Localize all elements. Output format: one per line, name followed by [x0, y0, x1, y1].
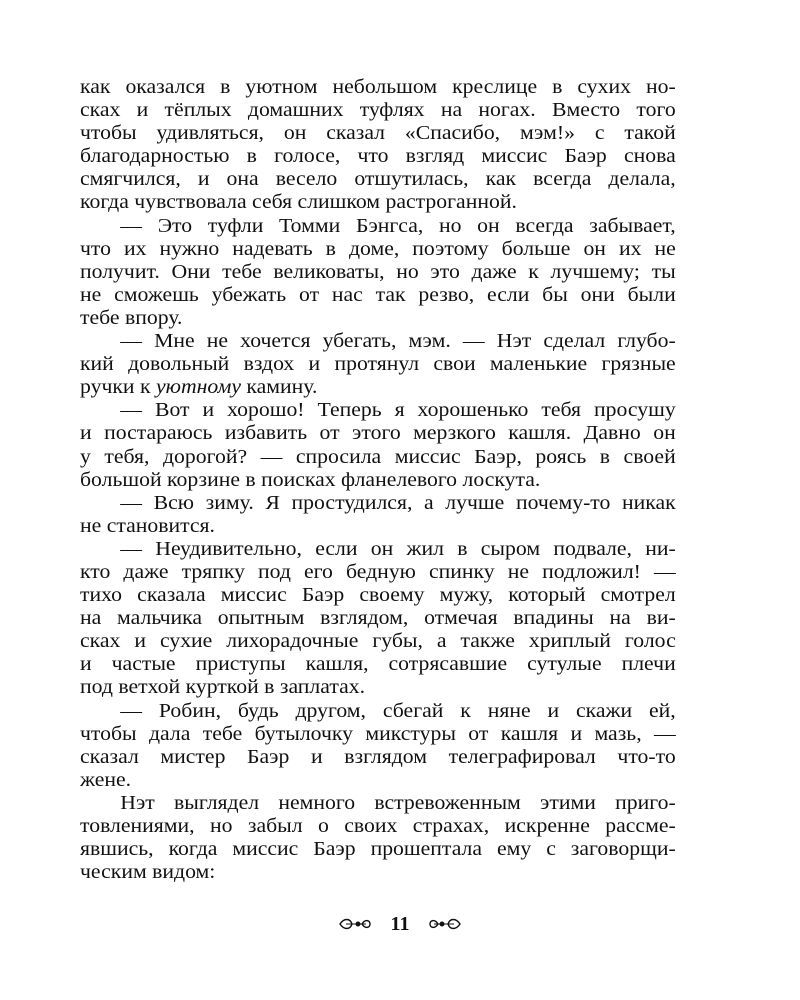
- text-line: и частые приступы кашля, сотрясавшие сутулые плечи: [80, 653, 676, 676]
- text-line: благодарностью в голосе, что взгляд миссис Баэр снова: [80, 145, 676, 168]
- text-line: сках и сухие лихорадочные губы, а также хриплый голос: [80, 630, 676, 653]
- text-line: когда чувствовала себя слишком растроганной.: [80, 191, 517, 214]
- text-line: под ветхой курткой в заплатах.: [80, 676, 366, 699]
- text-line: товлениями, но забыл о своих страхах, искренне рассме-: [80, 815, 676, 837]
- text-line: тихо сказала миссис Баэр своему мужу, который смотрел: [80, 584, 676, 607]
- text-line: ческим видом:: [80, 861, 216, 884]
- text-line: что их нужно надевать в доме, поэтому больше он их не: [80, 237, 676, 260]
- text-line: не становится.: [80, 514, 215, 537]
- text-line: тебе впору.: [80, 306, 183, 329]
- page-body: [80, 76, 676, 884]
- text-line: — Мне не хочется убегать, мэм. — Нэт сделал глубо-: [120, 330, 676, 353]
- text-line: как оказался в уютном небольшом креслице в сухих но-: [80, 76, 676, 98]
- text-line: чтобы дала тебе бутылочку микстуры от кашля и мазь, —: [80, 722, 676, 745]
- text-line: — Всю зиму. Я простудился, а лучше почему-то никак: [120, 491, 676, 514]
- text-line: получит. Они тебе великоваты, но это даже к лучшему; ты: [80, 260, 676, 283]
- text-line: не сможешь убежать от нас так резво, если бы они были: [80, 283, 676, 306]
- text-line: смягчился, и она весело отшутилась, как всегда делала,: [80, 168, 676, 191]
- text-line: — Неудивительно, если он жил в сыром подвале, ни-: [120, 537, 676, 560]
- text-line: кий довольный вздох и протянул свои маленькие грязные: [80, 353, 676, 376]
- page-footer: [0, 908, 800, 939]
- text-line: сказал мистер Баэр и взглядом телеграфировал что-то: [80, 745, 676, 768]
- text-line: сках и тёплых домашних туфлях на ногах. Вместо того: [80, 99, 676, 122]
- text-line: у тебя, дорогой? — спросила миссис Баэр, роясь в своей: [80, 445, 676, 468]
- text-line: и постараюсь избавить от этого мерзкого кашля. Давно он: [80, 422, 676, 445]
- text-line: ручки к уютному камину.: [80, 376, 318, 399]
- fleuron-left-icon: [338, 914, 372, 934]
- text-line: явшись, когда миссис Баэр прошептала ему с заговорщи-: [80, 838, 676, 861]
- page-number: 11: [390, 913, 410, 936]
- text-line: большой корзине в поисках фланелевого лоскута.: [80, 468, 541, 491]
- text-line: жене.: [80, 768, 132, 791]
- fleuron-right-icon: [428, 914, 462, 934]
- text-line: чтобы удивляться, он сказал «Спасибо, мэм!» с такой: [80, 122, 676, 145]
- text-line: на мальчика опытным взглядом, отмечая впадины на ви-: [80, 607, 676, 630]
- text-line: — Вот и хорошо! Теперь я хорошенько тебя просушу: [120, 399, 676, 422]
- text-line: Нэт выглядел немного встревоженным этими приго-: [120, 791, 676, 814]
- text-line: — Это туфли Томми Бэнгса, но он всегда забывает,: [120, 214, 676, 237]
- text-line: — Робин, будь другом, сбегай к няне и скажи ей,: [120, 699, 676, 722]
- text-line: кто даже тряпку под его бедную спинку не подложил! —: [80, 560, 676, 583]
